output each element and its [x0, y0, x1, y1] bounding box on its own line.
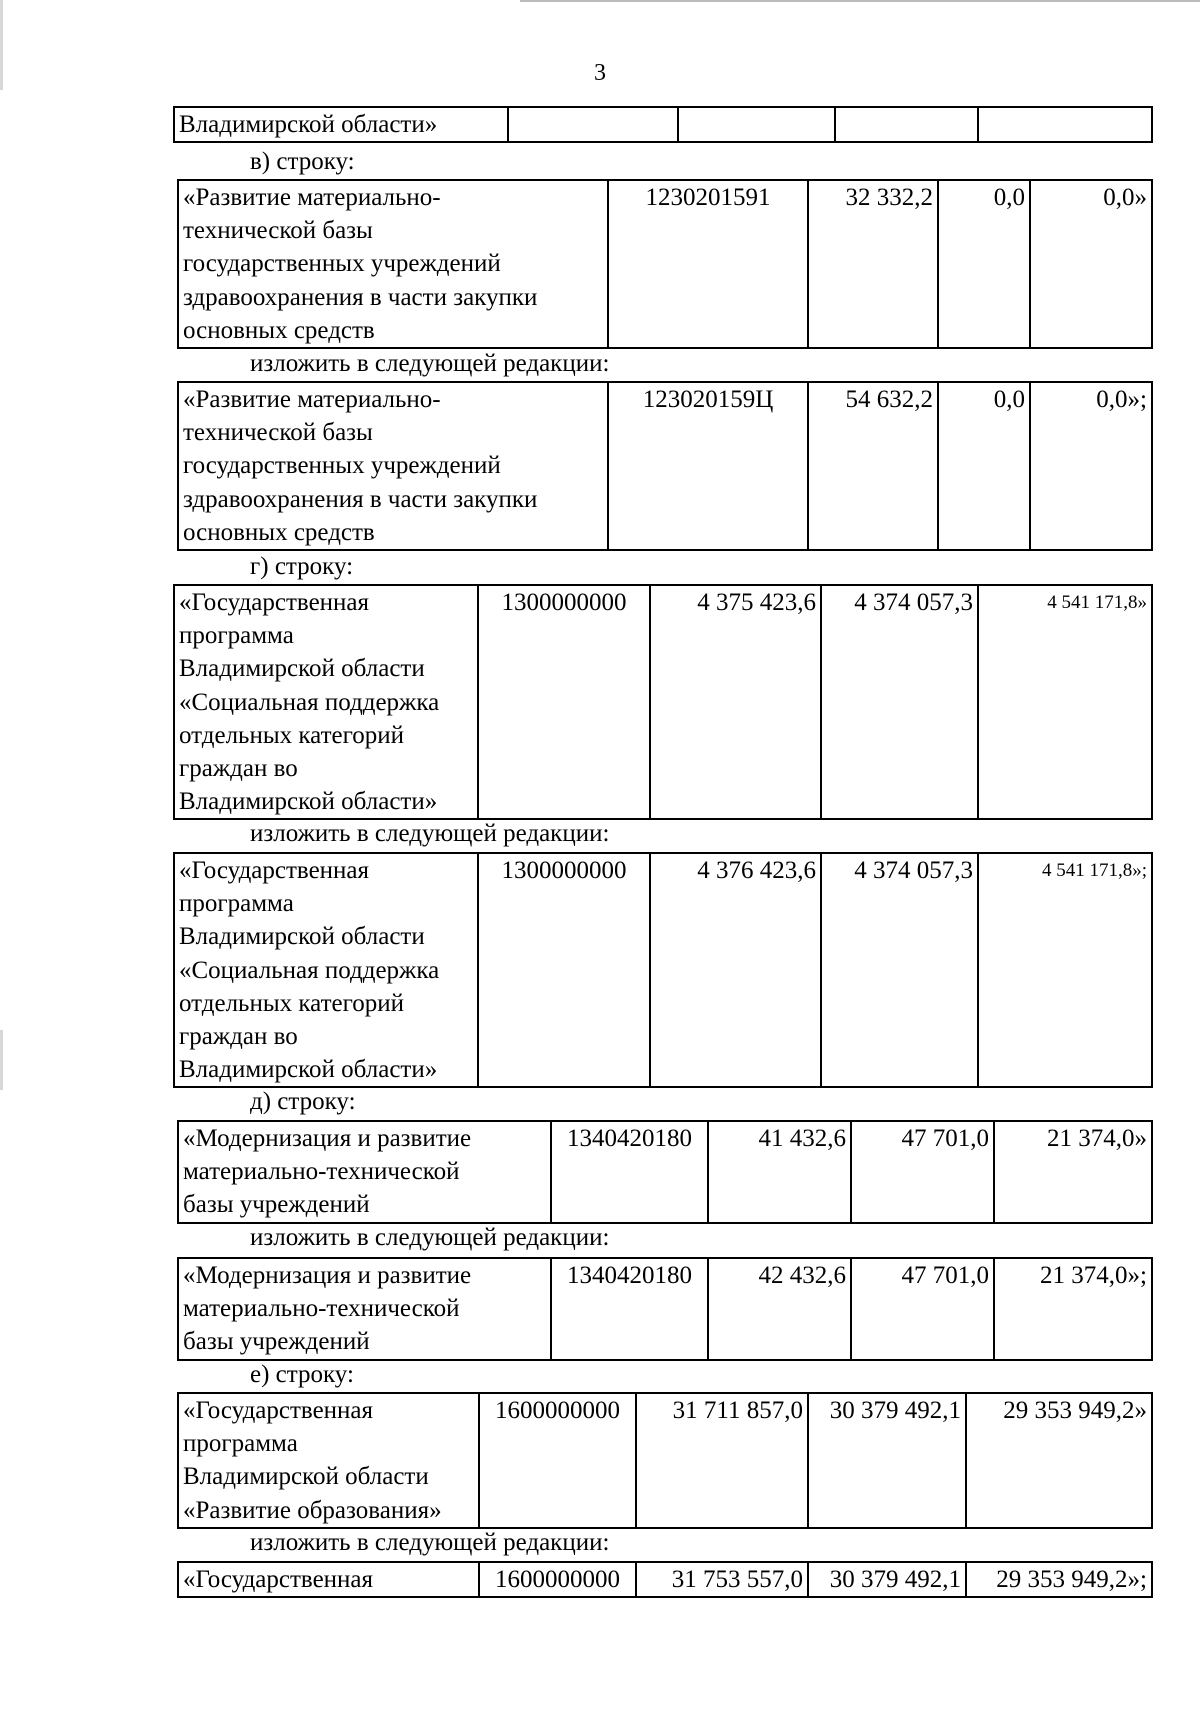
row-value-3: 0,0»	[1030, 180, 1152, 348]
row-name-line: программа	[179, 622, 294, 650]
row-name-line: «Государственная	[179, 589, 370, 616]
scan-top-rule	[520, 0, 1200, 2]
row-name-line: здравоохранения в части закупки	[183, 485, 538, 513]
row-name-line: Владимирской области	[179, 655, 425, 683]
label-replace: изложить в следующей редакции:	[250, 1529, 610, 1556]
row-value-1	[678, 107, 835, 142]
row-code: 1300000000	[478, 853, 650, 1087]
row-value-3: 4 541 171,8»;	[978, 853, 1152, 1087]
row-name-line: Владимирской области	[183, 1463, 429, 1491]
row-name-line: «Государственная	[183, 1397, 374, 1424]
row-name-line: государственных учреждений	[183, 452, 501, 480]
row-value-1: 41 432,6	[708, 1121, 851, 1223]
table-row	[178, 1562, 1152, 1597]
row-name	[178, 1393, 479, 1528]
row-value-2: 4 374 057,3	[821, 853, 978, 1087]
table-g-old	[173, 584, 1153, 820]
row-name-line: «Развитие материально-	[183, 386, 441, 413]
row-value-2: 47 701,0	[851, 1121, 994, 1223]
table-row	[178, 180, 1152, 348]
table-row	[178, 1258, 1152, 1360]
row-name-line: «Развитие образования»	[183, 1496, 442, 1524]
row-value-2: 0,0	[938, 382, 1030, 550]
table-row	[178, 382, 1152, 550]
row-name-line: базы учреждений	[183, 1328, 370, 1356]
row-name-line: базы учреждений	[183, 1191, 370, 1219]
row-value-3: 29 353 949,2»;	[966, 1562, 1152, 1597]
row-name-line: «Социальная поддержка	[179, 956, 440, 984]
table-e-new	[177, 1561, 1153, 1598]
row-name: Владимирской области»	[174, 107, 508, 142]
row-value-1: 42 432,6	[708, 1258, 851, 1360]
row-name-line: программа	[179, 890, 294, 918]
row-name-line: отдельных категорий	[179, 989, 405, 1017]
row-code: 1300000000	[478, 585, 650, 819]
row-name	[178, 1121, 551, 1223]
scan-edge-mark	[0, 1030, 3, 1090]
row-name-line: основных средств	[183, 518, 375, 546]
row-value-3: 4 541 171,8»	[978, 585, 1152, 819]
row-name-line: «Модернизация и развитие	[183, 1262, 472, 1289]
row-value-1: 31 711 857,0	[636, 1393, 808, 1528]
table-continuation	[173, 106, 1153, 143]
table-row	[178, 1393, 1152, 1528]
table-v-new	[177, 381, 1153, 551]
row-value-2: 47 701,0	[851, 1258, 994, 1360]
row-name-line: «Модернизация и развитие	[183, 1125, 472, 1152]
row-value-1: 4 376 423,6	[650, 853, 821, 1087]
row-value-3: 21 374,0»	[994, 1121, 1152, 1223]
row-value-2: 4 374 057,3	[821, 585, 978, 819]
row-name-line: технической базы	[183, 419, 373, 447]
row-name	[174, 585, 478, 819]
row-name-line: технической базы	[183, 217, 373, 245]
row-value-2	[835, 107, 978, 142]
label-g: г) строку:	[250, 553, 354, 580]
row-name	[178, 1258, 551, 1360]
row-value-3: 0,0»;	[1030, 382, 1152, 550]
row-name	[178, 382, 608, 550]
row-name-line: материально-технической	[183, 1158, 460, 1186]
row-value-1: 31 753 557,0	[636, 1562, 808, 1597]
table-v-old	[177, 179, 1153, 349]
row-value-2: 0,0	[938, 180, 1030, 348]
row-name	[174, 853, 478, 1087]
table-row	[174, 107, 1152, 142]
row-value-1: 32 332,2	[808, 180, 938, 348]
table-g-new	[173, 852, 1153, 1088]
label-d: д) строку:	[250, 1088, 356, 1115]
row-code: 1340420180	[551, 1258, 708, 1360]
row-value-1: 4 375 423,6	[650, 585, 821, 819]
table-d-new	[177, 1257, 1153, 1361]
row-name: «Государственная	[178, 1562, 479, 1597]
row-name	[178, 180, 608, 348]
row-code: 1600000000	[479, 1393, 636, 1528]
row-value-3: 21 374,0»;	[994, 1258, 1152, 1360]
label-v: в) строку:	[250, 148, 355, 175]
row-code: 123020159Ц	[608, 382, 808, 550]
row-name-line: материально-технической	[183, 1295, 460, 1323]
label-replace: изложить в следующей редакции:	[250, 1224, 610, 1251]
row-name-line: Владимирской области»	[179, 1056, 438, 1084]
row-value-2: 30 379 492,1	[808, 1393, 966, 1528]
label-replace: изложить в следующей редакции:	[250, 350, 610, 377]
row-code: 1600000000	[479, 1562, 636, 1597]
row-name-line: государственных учреждений	[183, 250, 501, 278]
page-number: 3	[594, 60, 606, 86]
table-d-old	[177, 1120, 1153, 1224]
row-name-line: Владимирской области	[179, 923, 425, 951]
row-code: 1230201591	[608, 180, 808, 348]
row-value-1: 54 632,2	[808, 382, 938, 550]
label-replace: изложить в следующей редакции:	[250, 820, 610, 847]
row-value-2: 30 379 492,1	[808, 1562, 966, 1597]
table-row	[174, 585, 1152, 819]
row-code: 1340420180	[551, 1121, 708, 1223]
row-name-line: граждан во	[179, 1023, 298, 1051]
row-value-3: 29 353 949,2»	[966, 1393, 1152, 1528]
row-name-line: отдельных категорий	[179, 721, 405, 749]
row-name-line: «Государственная	[179, 857, 370, 884]
row-name-line: «Социальная поддержка	[179, 688, 440, 716]
row-name-line: граждан во	[179, 755, 298, 783]
table-row	[178, 1121, 1152, 1223]
row-name-line: основных средств	[183, 316, 375, 344]
table-e-old	[177, 1392, 1153, 1529]
row-name-line: программа	[183, 1430, 298, 1458]
table-row	[174, 853, 1152, 1087]
row-name-line: Владимирской области»	[179, 788, 438, 816]
row-name-line: здравоохранения в части закупки	[183, 283, 538, 311]
row-value-3	[978, 107, 1152, 142]
row-name-line: «Развитие материально-	[183, 184, 441, 211]
row-code	[508, 107, 678, 142]
label-e: е) строку:	[250, 1361, 354, 1388]
